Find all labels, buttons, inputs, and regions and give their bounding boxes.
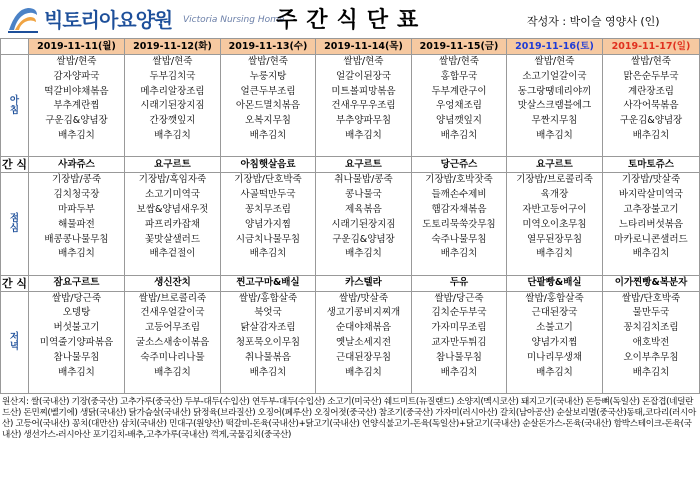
- author-line: 작성자 : 박이슬 영양사 (인): [527, 15, 660, 28]
- menu-item: 오이부추무침: [623, 351, 679, 363]
- menu-item: 배추김치: [440, 366, 478, 378]
- menu-item: 감자양파국: [53, 70, 100, 82]
- menu-item: 메추리알장조림: [140, 85, 205, 97]
- menu-item: 도토리묵쑥갓무침: [422, 218, 496, 230]
- menu-item: 쌀밥/현죽: [343, 56, 384, 67]
- menu-cell: [29, 173, 125, 275]
- menu-item: 애호박전: [632, 337, 670, 349]
- menu-item: 콩나물국: [345, 189, 382, 201]
- menu-item: 미역줄기양파볶음: [39, 337, 114, 349]
- menu-item: 기장밥/맛살죽: [621, 174, 681, 186]
- menu-item: 미역오이초무침: [522, 218, 587, 230]
- menu-item: 제육볶음: [345, 203, 382, 215]
- menu-item: 부추계란찜: [53, 100, 100, 112]
- menu-item: 배추김치: [58, 366, 95, 378]
- menu-cell: [29, 55, 125, 157]
- menu-item: 오뎅탕: [62, 307, 91, 319]
- menu-item: 배추김치: [632, 129, 670, 141]
- menu-item: 물만두국: [632, 307, 670, 319]
- snack-item: 당근쥬스: [412, 157, 507, 173]
- weekly-menu-table: [0, 38, 700, 394]
- menu-item: 버섯불고기: [53, 322, 100, 334]
- snack-row-2: [1, 275, 700, 291]
- origin-note: 원산지: 쌀(국내산) 기장(중국산) 고추가루(중국산) 두부-대두(수입산) 연두부-대두(수입산) 소고기(미국산) 쉐드미트(뉴질랜드) 소양지(멕시코산) 돼지고기(국내산) 돈등뼈(독일산) 돈잡겹(네덜란드산) 돈민찌(벨기에) 생닭(국내산) 닭가슴살(국내산) 닭정육(브라질산) 오징어(페루산) 오징어젓(중국산) 참조기(중국산) 가자미(러시아산) 갈치(남아공산) 순살보리멸(중국산)동태,코다리(러시아산) 고등어(국내산) 꽁치(대만산) 삼치(국내산) 민대구(원양산) 떡갈비-돈육(국내산)+닭고기(국내산) 언양식불고기-돈육(독일산)+닭고기(국내산) 순살돈가스-돈육(국내산) 함박스테이크-돈육(국내산) 생선가스-러시아산 포기김치-배추,고추가루(국내산) 꺽게,국물김치(중국산): [2, 397, 697, 440]
- menu-item: 열무된장무침: [526, 233, 583, 245]
- menu-item: 생고기콩비지찌개: [326, 307, 401, 319]
- dinner-row: [1, 291, 700, 393]
- menu-cell: [221, 55, 316, 157]
- menu-item: 김치청국장: [53, 189, 100, 201]
- menu-cell: [316, 173, 412, 275]
- menu-cell: [125, 173, 221, 275]
- menu-item: 두부김치국: [149, 70, 196, 82]
- date-header-row: [1, 39, 700, 55]
- menu-item: 배추김치: [632, 366, 670, 378]
- snack-item: 단팥빵&배실: [507, 275, 603, 291]
- menu-cell: [507, 173, 603, 275]
- menu-item: 맑은순두부국: [623, 70, 679, 82]
- nursing-home-logo-icon: [6, 3, 40, 35]
- menu-item: 근대된장무침: [335, 351, 392, 363]
- menu-cell: [603, 55, 700, 157]
- snack-item: 요구르트: [125, 157, 221, 173]
- menu-item: 두부계란구이: [431, 85, 487, 97]
- menu-item: 자반고등어구이: [522, 203, 587, 215]
- menu-item: 배추김치: [58, 129, 95, 141]
- menu-item: 꽁치무조림: [245, 203, 291, 215]
- page-title: 주간식단표: [276, 8, 428, 33]
- menu-item: 기장밥/콩죽: [51, 174, 102, 186]
- menu-item: 간장깻잎지: [149, 115, 196, 127]
- menu-item: 사각어묵볶음: [623, 100, 679, 112]
- menu-item: 소불고기: [536, 322, 573, 334]
- menu-item: 양념가지찜: [531, 337, 578, 349]
- menu-item: 건새우얼갈이국: [140, 307, 205, 319]
- menu-item: 소고기미역국: [144, 189, 201, 201]
- meal-label-snack: [1, 275, 29, 291]
- menu-item: 육개장: [540, 189, 569, 201]
- breakfast-row: [1, 55, 700, 157]
- brand-subtitle: Victoria Nursing Home: [183, 15, 285, 25]
- menu-item: 햄감자채볶음: [431, 203, 487, 215]
- menu-item: 양념깻잎지: [436, 115, 482, 127]
- menu-item: 배추김치: [345, 248, 382, 260]
- menu-item: 북엇국: [254, 307, 282, 319]
- lunch-row: [1, 173, 700, 275]
- menu-item: 쌀밥/현죽: [248, 56, 288, 67]
- menu-item: 가자미무조림: [431, 322, 487, 334]
- menu-item: 쌀밥/브로콜리죽: [138, 292, 207, 304]
- snack-item: 이가찐빵&복분자: [603, 275, 700, 291]
- menu-item: 해물파전: [58, 218, 95, 230]
- menu-item: 김치순두부국: [431, 307, 487, 319]
- menu-item: 건새우무우조림: [331, 100, 396, 112]
- menu-cell: [221, 291, 316, 393]
- menu-item: 미나리무생채: [526, 351, 583, 363]
- menu-item: 기장밥/단호박죽: [234, 174, 302, 186]
- menu-cell: [125, 55, 221, 157]
- menu-item: 배추김치: [536, 366, 573, 378]
- snack-item: 카스텔라: [316, 275, 412, 291]
- menu-item: 떡갈비야채볶음: [44, 85, 109, 97]
- menu-item: 배추김치: [536, 248, 573, 260]
- menu-item: 꽃맛살샐러드: [144, 233, 201, 245]
- menu-cell: [316, 291, 412, 393]
- menu-item: 미트볼피망볶음: [331, 85, 396, 97]
- meal-label-text: 저: [9, 331, 20, 343]
- menu-item: 배추김치: [58, 248, 95, 260]
- header-corner: [1, 39, 29, 55]
- menu-item: 기장밥/호박잣죽: [425, 174, 493, 186]
- menu-item: 근대된장국: [531, 307, 578, 319]
- menu-item: 소고기얼갈이국: [522, 70, 587, 82]
- menu-item: 배추김치: [154, 366, 191, 378]
- menu-item: 쌀밥/당근죽: [51, 292, 102, 304]
- menu-cell: [507, 291, 603, 393]
- menu-cell: [125, 291, 221, 393]
- menu-item: 배추김치: [345, 366, 382, 378]
- menu-item: 참나물무침: [53, 351, 100, 363]
- meal-label-text: 침: [9, 104, 20, 116]
- menu-cell: [412, 173, 507, 275]
- menu-item: 교자만두튀김: [431, 337, 487, 349]
- menu-item: 굴소스새송이볶음: [135, 337, 210, 349]
- snack-row-1: [1, 157, 700, 173]
- menu-item: 쌀밥/홍합살죽: [238, 292, 298, 304]
- meal-label-snack: [1, 157, 29, 173]
- menu-item: 배추김치: [249, 248, 287, 260]
- page-header: [0, 0, 700, 38]
- menu-item: 배추김치: [345, 129, 382, 141]
- menu-item: 무짠지무침: [531, 115, 578, 127]
- snack-item: 생신잔치: [125, 275, 221, 291]
- menu-item: 구운김&양념장: [332, 233, 395, 245]
- menu-item: 쌀밥/단호박죽: [621, 292, 681, 304]
- meal-label-lunch: [1, 173, 29, 275]
- menu-item: 얼큰두부조림: [240, 85, 296, 97]
- menu-item: 쌀밥/당근죽: [434, 292, 484, 304]
- menu-item: 마카로니콘샐러드: [614, 233, 688, 245]
- meal-label-text: 점: [9, 213, 20, 225]
- menu-item: 배추김치: [632, 248, 670, 260]
- snack-item: 요구르트: [316, 157, 412, 173]
- menu-cell: [412, 291, 507, 393]
- menu-cell: [603, 173, 700, 275]
- menu-item: 사골떡만두국: [240, 189, 296, 201]
- meal-label-dinner: [1, 291, 29, 393]
- menu-item: 배추김치: [154, 129, 191, 141]
- menu-cell: [507, 55, 603, 157]
- menu-cell: [29, 291, 125, 393]
- menu-item: 누룽지탕: [249, 70, 287, 82]
- menu-item: 구운김&양념장: [45, 115, 108, 127]
- menu-item: 양념가지찜: [245, 218, 291, 230]
- menu-item: 배추김치: [440, 248, 478, 260]
- menu-item: 우엉채조림: [436, 100, 482, 112]
- date-header: 2019-11-12(화): [125, 39, 221, 55]
- menu-item: 기장밥/흑임자죽: [138, 174, 207, 186]
- menu-item: 청포묵오이무침: [235, 337, 301, 349]
- date-header: 2019-11-11(월): [29, 39, 125, 55]
- menu-item: 시래기된장지짐: [140, 100, 205, 112]
- snack-item: 찐고구마&배실: [221, 275, 316, 291]
- menu-item: 배추김치: [536, 129, 573, 141]
- menu-item: 숙주나물무침: [431, 233, 487, 245]
- menu-item: 순대야채볶음: [335, 322, 392, 334]
- date-header: 2019-11-15(금): [412, 39, 507, 55]
- menu-item: 쌀밥/현죽: [152, 56, 193, 67]
- menu-item: 고추장불고기: [623, 203, 679, 215]
- date-header: 2019-11-13(수): [221, 39, 316, 55]
- menu-item: 배추김치: [440, 129, 478, 141]
- menu-item: 꽁치김치조림: [623, 322, 679, 334]
- menu-item: 홍합무국: [440, 70, 478, 82]
- menu-item: 시금치나물무침: [235, 233, 301, 245]
- menu-cell: [221, 173, 316, 275]
- snack-item: 토마토쥬스: [603, 157, 700, 173]
- menu-item: 아몬드멸치볶음: [235, 100, 301, 112]
- meal-label-text: 간 식: [1, 276, 28, 290]
- snack-item: 잠요구르트: [29, 275, 125, 291]
- menu-item: 바지락살미역국: [618, 189, 684, 201]
- menu-item: 취나물밥/콩죽: [334, 174, 393, 186]
- menu-item: 옛날소세지전: [335, 337, 392, 349]
- menu-item: 계란장조림: [628, 85, 674, 97]
- menu-item: 들깨손수제비: [431, 189, 487, 201]
- menu-item: 부추양파무침: [335, 115, 392, 127]
- snack-item: 사과쥬스: [29, 157, 125, 173]
- menu-item: 구운김&양념장: [619, 115, 683, 127]
- menu-item: 보쌈&양념새우젓: [136, 203, 209, 215]
- meal-label-text: 간 식: [1, 158, 28, 172]
- brand-name: 빅토리아요양원: [44, 8, 173, 32]
- menu-item: 동그랑땡데리야끼: [517, 85, 592, 97]
- menu-item: 쌀밥/현죽: [56, 56, 97, 67]
- menu-cell: [603, 291, 700, 393]
- meal-label-text: 심: [9, 222, 20, 234]
- menu-item: 쌀밥/홍합살죽: [525, 292, 584, 304]
- date-header-sunday: 2019-11-17(일): [603, 39, 700, 55]
- menu-item: 기장밥/브로콜리죽: [516, 174, 593, 186]
- menu-item: 시래기된장지짐: [331, 218, 396, 230]
- menu-item: 배추김치: [249, 129, 287, 141]
- menu-item: 배콩콩나물무침: [44, 233, 109, 245]
- menu-item: 배추겉절이: [149, 248, 196, 260]
- menu-item: 얼갈이된장국: [335, 70, 392, 82]
- snack-item: 요구르트: [507, 157, 603, 173]
- meal-label-text: 녁: [9, 341, 20, 353]
- date-header-saturday: 2019-11-16(토): [507, 39, 603, 55]
- menu-item: 쌀밥/현죽: [631, 56, 671, 67]
- menu-item: 고등어무조림: [144, 322, 201, 334]
- menu-item: 오복지무침: [245, 115, 291, 127]
- meal-label-breakfast: [1, 55, 29, 157]
- menu-item: 숙주미나리나물: [140, 351, 205, 363]
- menu-item: 참나물무침: [436, 351, 482, 363]
- snack-item: 아침햇살음료: [221, 157, 316, 173]
- menu-item: 취나물볶음: [245, 351, 291, 363]
- menu-item: 느타리버섯볶음: [618, 218, 684, 230]
- menu-item: 마파두부: [58, 203, 95, 215]
- menu-item: 맛살스크램블에그: [517, 100, 592, 112]
- menu-item: 쌀밥/현죽: [439, 56, 479, 67]
- menu-item: 쌀밥/맛살죽: [338, 292, 389, 304]
- menu-cell: [316, 55, 412, 157]
- menu-item: 쌀밥/현죽: [534, 56, 575, 67]
- menu-item: 배추김치: [249, 366, 287, 378]
- menu-item: 파프리카잡채: [144, 218, 201, 230]
- meal-label-text: 아: [9, 95, 20, 107]
- menu-cell: [412, 55, 507, 157]
- snack-item: 두유: [412, 275, 507, 291]
- menu-item: 닭살감자조림: [240, 322, 296, 334]
- date-header: 2019-11-14(목): [316, 39, 412, 55]
